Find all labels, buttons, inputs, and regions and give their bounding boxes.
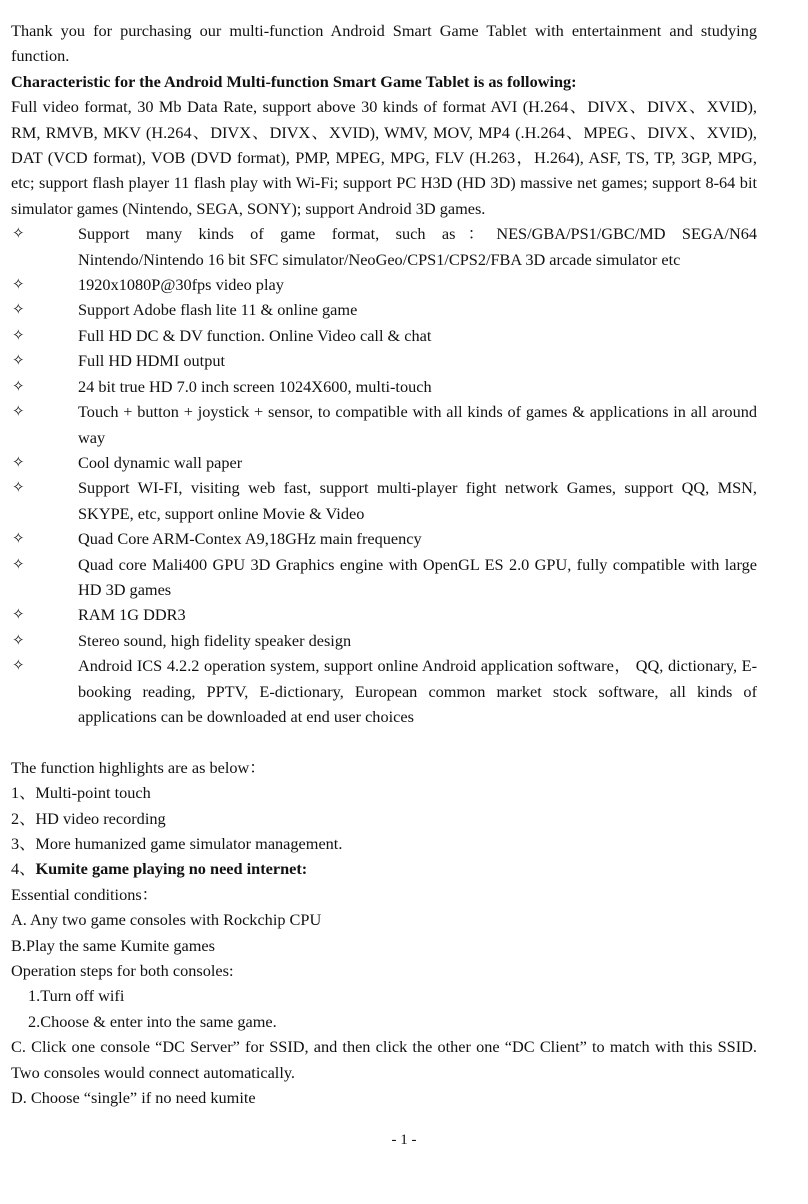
essential-heading: Essential conditions： [11, 884, 158, 904]
highlights-heading: The function highlights are as below： [11, 757, 266, 777]
feature-text: Full HD HDMI output [78, 351, 225, 371]
highlight-number: 4、 [11, 859, 36, 879]
feature-text: Support WI-FI, visiting web fast, support multi-player fight network Games, support QQ, MSN, SKYPE, etc, support online Movie & Video [78, 478, 757, 523]
bullet-diamond-icon: ✧ [12, 478, 25, 497]
feature-item [11, 526, 757, 551]
condition-b: B.Play the same Kumite games [11, 935, 215, 955]
bullet-diamond-icon: ✧ [12, 300, 25, 319]
feature-item [11, 552, 757, 603]
highlight-item: 1、Multi-point touch [11, 783, 151, 803]
feature-text: Stereo sound, high fidelity speaker design [78, 630, 352, 650]
bullet-diamond-icon: ✧ [12, 351, 25, 370]
condition-c: C. Click one console “DC Server” for SSID, and then click the other one “DC Client” to match with this SSID. Two consoles would connect automatically. [11, 1037, 757, 1082]
highlight-item-kumite [11, 856, 757, 881]
step-1: 1.Turn off wifi [28, 986, 125, 1006]
bullet-diamond-icon: ✧ [12, 376, 25, 395]
operation-heading: Operation steps for both consoles: [11, 961, 234, 981]
bullet-diamond-icon: ✧ [12, 630, 25, 649]
feature-text: Quad core Mali400 GPU 3D Graphics engine with OpenGL ES 2.0 GPU, fully compatible with large HD 3D games [78, 554, 757, 599]
bullet-diamond-icon: ✧ [12, 452, 25, 471]
feature-item [11, 297, 757, 322]
page-number: - 1 - [391, 1132, 417, 1148]
feature-item [11, 628, 757, 653]
highlight-item: 2、HD video recording [11, 808, 166, 828]
feature-text: RAM 1G DDR3 [78, 605, 186, 625]
bullet-diamond-icon: ✧ [12, 605, 25, 624]
feature-text: Quad Core ARM-Contex A9,18GHz main frequency [78, 529, 422, 549]
highlight-item: 3、More humanized game simulator management. [11, 833, 343, 853]
feature-item [11, 348, 757, 373]
step-2: 2.Choose & enter into the same game. [28, 1011, 277, 1031]
feature-item [11, 399, 757, 450]
feature-text: Support many kinds of game format, such as：NES/GBA/PS1/GBC/MD SEGA/N64 Nintendo/Nintendo 16 bit SFC simulator/NeoGeo/CPS1/CPS2/FBA 3D arcade simulator etc [78, 224, 757, 269]
bullet-diamond-icon: ✧ [12, 554, 25, 573]
feature-item [11, 323, 757, 348]
bullet-diamond-icon: ✧ [12, 656, 25, 675]
intro-paragraph: Thank you for purchasing our multi-function Android Smart Game Tablet with entertainment and studying function. [11, 21, 757, 66]
bullet-diamond-icon: ✧ [12, 529, 25, 548]
feature-text: 1920x1080P@30fps video play [78, 275, 284, 295]
bullet-diamond-icon: ✧ [12, 224, 25, 243]
bullet-diamond-icon: ✧ [12, 325, 25, 344]
feature-text: Cool dynamic wall paper [78, 452, 243, 472]
document-page [11, 18, 757, 1110]
feature-item [11, 450, 757, 475]
characteristics-heading: Characteristic for the Android Multi-function Smart Game Tablet is as following: [11, 71, 577, 91]
feature-item [11, 221, 757, 272]
feature-item [11, 602, 757, 627]
highlight-kumite-text: Kumite game playing no need internet: [35, 859, 308, 879]
feature-item [11, 374, 757, 399]
feature-item [11, 475, 757, 526]
spacer [11, 729, 757, 754]
bullet-diamond-icon: ✧ [12, 275, 25, 294]
feature-text: Touch + button + joystick + sensor, to compatible with all kinds of games & applications in all around way [78, 402, 757, 447]
feature-text: Android ICS 4.2.2 operation system, support online Android application software， QQ, dictionary, E-booking reading, PPTV, E-dictionary, European common market stock software, all kinds of applications can be downloaded at end user choices [78, 656, 757, 726]
features-list [11, 221, 757, 729]
feature-text: Support Adobe flash lite 11 & online game [78, 300, 358, 320]
feature-text: Full HD DC & DV function. Online Video call & chat [78, 325, 432, 345]
feature-text: 24 bit true HD 7.0 inch screen 1024X600, multi-touch [78, 376, 432, 396]
feature-item [11, 653, 757, 729]
condition-a: A. Any two game consoles with Rockchip CPU [11, 910, 322, 930]
formats-paragraph: Full video format, 30 Mb Data Rate, support above 30 kinds of format AVI (H.264、DIVX、DIVX、XVID), RM, RMVB, MKV (H.264、DIVX、DIVX、XVID), WMV, MOV, MP4 (.H.264、MPEG、DIVX、XVID), DAT (VCD format), VOB (DVD format), PMP, MPEG, MPG, FLV (H.263，H.264), ASF, TS, TP, 3GP, MPG, etc; support flash player 11 flash play with Wi-Fi; support PC H3D (HD 3D) massive net games; support 8-64 bit simulator games (Nintendo, SEGA, SONY); support Android 3D games. [11, 97, 757, 218]
feature-item [11, 272, 757, 297]
condition-d: D. Choose “single” if no need kumite [11, 1088, 256, 1108]
bullet-diamond-icon: ✧ [12, 402, 25, 421]
